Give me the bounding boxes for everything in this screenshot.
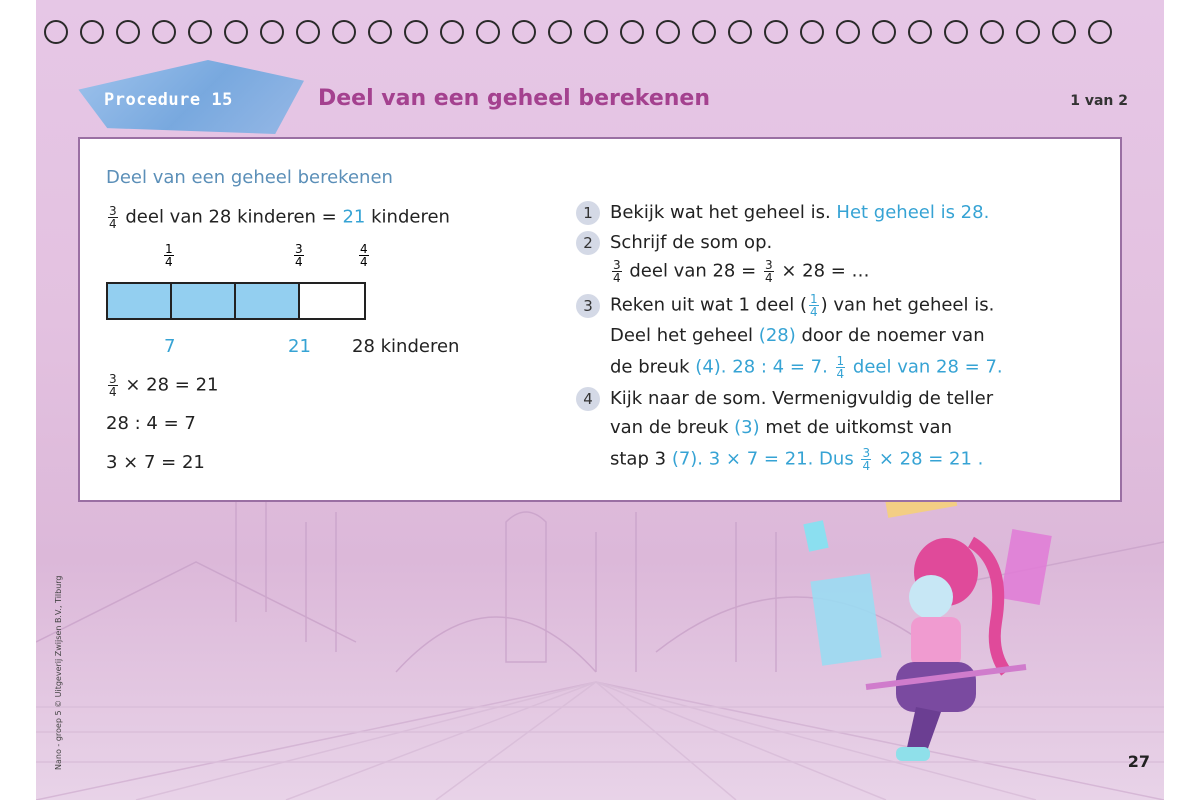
fraction (294, 243, 304, 268)
binder-ring-icon (332, 20, 356, 44)
binder-ring-icon (116, 20, 140, 44)
fraction-numerator: 1 (809, 292, 818, 306)
page-title: Deel van een geheel berekenen (318, 86, 710, 111)
step-3 (576, 293, 994, 318)
girl-character-illustration (803, 502, 1051, 761)
step-text: Reken uit wat 1 deel ( (610, 294, 807, 316)
binder-ring-icon (728, 20, 752, 44)
binder-ring-icon (836, 20, 860, 44)
step-text-blue: deel van 28 = (629, 260, 757, 282)
step-3-line-2 (610, 325, 985, 346)
fraction-numerator: 3 (295, 242, 303, 256)
bar-bottom-label: 28 kinderen (352, 336, 460, 357)
fraction-denominator: 4 (809, 305, 818, 319)
binder-ring-icon (764, 20, 788, 44)
calc-line (106, 373, 219, 398)
fraction-numerator: 1 (165, 242, 173, 256)
fraction (164, 243, 174, 268)
step-text-blue: Het geheel is 28. (836, 202, 990, 223)
bar-bottom-label: 21 (288, 336, 311, 357)
binder-ring-icon (620, 20, 644, 44)
fraction-denominator: 4 (836, 367, 845, 381)
binder-ring-icon (260, 20, 284, 44)
page-number: 27 (1127, 752, 1150, 771)
bar-segment-filled (172, 284, 236, 318)
step-3-line-3 (610, 355, 1003, 380)
fraction-denominator: 4 (165, 255, 173, 269)
calc-text: × 28 = 21 (125, 374, 219, 396)
step-text: Bekijk wat het geheel is. (610, 202, 831, 223)
fraction-numerator: 4 (360, 242, 368, 256)
step-text: Schrijf de som op. (610, 232, 773, 253)
binder-ring-icon (404, 20, 428, 44)
step-text: Kijk naar de som. Vermenigvuldig de teller (610, 388, 994, 409)
binder-ring-icon (512, 20, 536, 44)
step-text-blue: × 28 = 21 . (878, 448, 984, 470)
fraction-denominator: 4 (613, 271, 621, 285)
binder-ring-icon (1088, 20, 1112, 44)
step-text: Deel het geheel (610, 325, 754, 346)
fraction-denominator: 4 (295, 255, 303, 269)
binder-ring-icon (296, 20, 320, 44)
binder-ring-icon (188, 20, 212, 44)
binder-ring-icon (692, 20, 716, 44)
step-text: met de uitkomst van (765, 417, 952, 438)
page-count: 1 van 2 (1070, 93, 1128, 109)
fraction-numerator: 1 (836, 354, 845, 368)
binder-ring-icon (44, 20, 68, 44)
procedure-card (78, 137, 1122, 502)
fraction (764, 259, 774, 284)
step-text: van de breuk (610, 417, 729, 438)
fraction (809, 293, 819, 318)
binder-ring-icon (800, 20, 824, 44)
fraction (359, 243, 369, 268)
fraction-numerator: 3 (764, 258, 773, 272)
step-4 (576, 387, 993, 411)
statement-line (106, 205, 450, 230)
step-4-line-3 (610, 447, 983, 472)
bar-segment-empty (300, 284, 364, 318)
step-text: ) van het geheel is. (820, 294, 995, 316)
step-text: stap 3 (610, 448, 667, 470)
statement-text-a: deel van 28 kinderen = (125, 206, 337, 228)
step-text: de breuk (610, 356, 690, 378)
statement-value: 21 (342, 206, 366, 228)
step-2 (576, 231, 772, 255)
calc-line: 3 × 7 = 21 (106, 452, 205, 473)
binder-ring-icon (584, 20, 608, 44)
step-2-line-2 (610, 259, 870, 284)
bar-top-label (292, 243, 306, 268)
binder-ring-icon (152, 20, 176, 44)
binder-ring-icon (368, 20, 392, 44)
bar-segment-filled (108, 284, 172, 318)
fraction-numerator: 3 (109, 372, 117, 386)
step-number: 1 (576, 201, 600, 225)
binder-ring-icon (548, 20, 572, 44)
fraction-denominator: 4 (109, 217, 117, 231)
step-number: 4 (576, 387, 600, 411)
step-text: door de noemer van (801, 325, 985, 346)
step-text-blue: (28) (758, 325, 796, 346)
bar-segment-filled (236, 284, 300, 318)
binder-ring-icon (224, 20, 248, 44)
bar-top-label (357, 243, 371, 268)
step-text-blue: (3) (734, 417, 760, 438)
binder-ring-icon (1016, 20, 1040, 44)
procedure-tab (64, 60, 304, 134)
binder-ring-icon (872, 20, 896, 44)
step-number: 2 (576, 231, 600, 255)
step-text-blue: deel van 28 = 7. (852, 356, 1003, 378)
binder-ring-icon (908, 20, 932, 44)
step-number: 3 (576, 294, 600, 318)
step-4-line-2 (610, 417, 952, 438)
binder-ring-icon (656, 20, 680, 44)
fraction-bar (106, 282, 366, 320)
calc-line: 28 : 4 = 7 (106, 413, 196, 434)
procedure-label: Procedure 15 (104, 90, 233, 110)
binder-rings (44, 20, 1112, 44)
city-illustration (36, 502, 1164, 800)
fraction (108, 373, 118, 398)
fraction-denominator: 4 (764, 271, 773, 285)
step-text-blue: (4). 28 : 4 = 7. (695, 356, 828, 378)
fraction-numerator: 3 (109, 204, 117, 218)
bar-top-label (162, 243, 176, 268)
fraction-denominator: 4 (862, 459, 871, 473)
fraction-denominator: 4 (360, 255, 368, 269)
fraction (612, 259, 622, 284)
bar-bottom-label: 7 (164, 336, 176, 357)
binder-ring-icon (440, 20, 464, 44)
fraction-numerator: 3 (862, 446, 871, 460)
fraction (108, 205, 118, 230)
binder-ring-icon (980, 20, 1004, 44)
fraction (861, 447, 871, 472)
statement-text-b: kinderen (371, 206, 450, 228)
copyright-vertical-text: Nano - groep 5 © Uitgeverij Zwijsen B.V., Tilburg (54, 575, 63, 770)
binder-ring-icon (476, 20, 500, 44)
fraction-numerator: 3 (613, 258, 621, 272)
step-text-blue: (7). 3 × 7 = 21. Dus (671, 448, 854, 470)
workbook-page (36, 0, 1164, 800)
fraction (836, 355, 846, 380)
binder-ring-icon (80, 20, 104, 44)
card-subtitle: Deel van een geheel berekenen (106, 167, 393, 188)
fraction-denominator: 4 (109, 385, 117, 399)
step-1 (576, 201, 989, 225)
binder-ring-icon (1052, 20, 1076, 44)
step-text-blue: × 28 = … (781, 260, 870, 282)
binder-ring-icon (944, 20, 968, 44)
